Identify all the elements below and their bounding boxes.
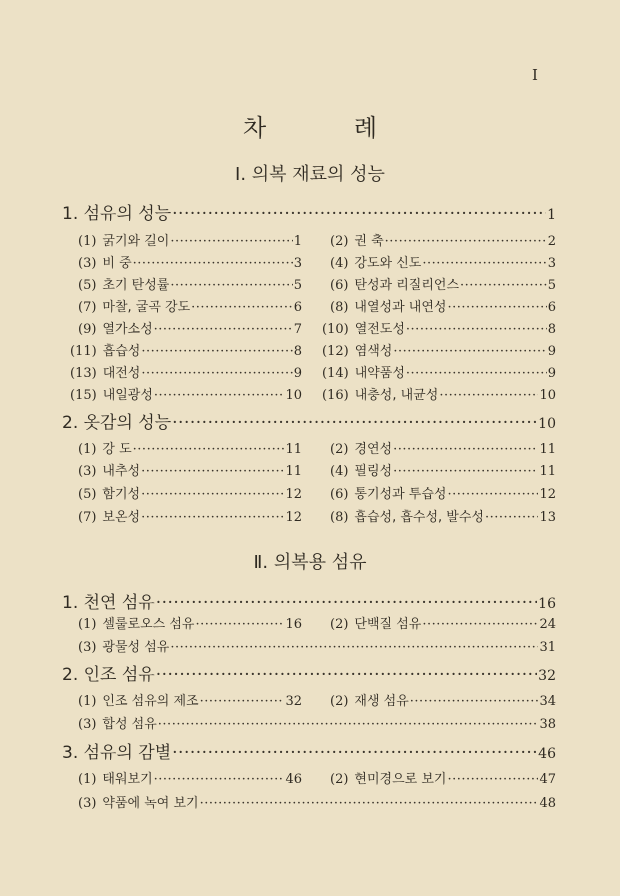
item-label: 권 축 — [354, 234, 384, 249]
item-page: 46 — [285, 772, 302, 787]
leader-dots — [170, 640, 538, 655]
toc-item[interactable] — [78, 792, 556, 811]
leader-dots — [141, 464, 284, 479]
section-label: 1. 천연 섬유 — [62, 593, 155, 613]
leader-dots — [172, 204, 546, 224]
toc-section[interactable] — [62, 738, 556, 763]
item-page: 10 — [539, 388, 556, 403]
item-label: 인조 섬유의 제조 — [102, 694, 199, 709]
item-label: 탄성과 리질리언스 — [354, 278, 460, 293]
leader-dots — [447, 300, 546, 315]
leader-dots — [156, 593, 537, 613]
section-page: 1 — [547, 207, 556, 223]
item-page: 38 — [539, 717, 556, 732]
leader-dots — [485, 510, 538, 525]
item-number: (3) — [78, 640, 97, 655]
toc-item[interactable] — [70, 340, 302, 359]
toc-item[interactable] — [78, 318, 302, 337]
item-number: (2) — [330, 694, 349, 709]
leader-dots — [154, 322, 293, 337]
item-page: 11 — [285, 464, 302, 479]
item-page: 13 — [539, 510, 556, 525]
leader-dots — [447, 487, 538, 502]
item-label: 통기성과 투습성 — [354, 487, 447, 502]
item-label: 경연성 — [354, 442, 393, 457]
item-label: 보온성 — [102, 510, 141, 525]
item-page: 7 — [293, 322, 302, 337]
section-label: 3. 섬유의 감별 — [62, 743, 172, 763]
toc-item[interactable] — [330, 252, 556, 271]
item-number: (8) — [330, 300, 349, 315]
item-label: 마찰, 굴곡 강도 — [102, 300, 191, 315]
toc-item[interactable] — [330, 768, 556, 787]
item-number: (1) — [78, 234, 97, 249]
item-number: (3) — [78, 464, 97, 479]
item-number: (4) — [330, 464, 349, 479]
leader-dots — [133, 256, 293, 271]
section-page: 32 — [538, 668, 556, 684]
item-label: 합성 섬유 — [102, 717, 157, 732]
leader-dots — [439, 388, 538, 403]
item-number: (1) — [78, 694, 97, 709]
leader-dots — [172, 413, 537, 433]
item-number: (4) — [330, 256, 349, 271]
toc-item[interactable] — [78, 636, 556, 655]
section-label: 2. 옷감의 성능 — [62, 413, 172, 433]
leader-dots — [422, 617, 538, 632]
part-heading: Ⅰ. 의복 재료의 성능 — [235, 164, 385, 185]
item-label: 셀룰로오스 섬유 — [102, 617, 195, 632]
item-number: (10) — [322, 322, 349, 337]
toc-item[interactable] — [78, 506, 302, 525]
item-page: 10 — [285, 388, 302, 403]
leader-dots — [191, 300, 293, 315]
item-label: 비 중 — [102, 256, 132, 271]
item-number: (1) — [78, 772, 97, 787]
leader-dots — [422, 256, 546, 271]
toc-section[interactable] — [62, 660, 556, 685]
item-label: 태워보기 — [102, 772, 153, 787]
item-page: 12 — [285, 487, 302, 502]
item-number: (7) — [78, 510, 97, 525]
leader-dots — [393, 344, 546, 359]
item-page: 16 — [285, 617, 302, 632]
item-number: (14) — [322, 366, 349, 381]
toc-item[interactable] — [78, 296, 302, 315]
leader-dots — [195, 617, 284, 632]
item-number: (13) — [70, 366, 97, 381]
toc-item[interactable] — [322, 384, 556, 403]
toc-item[interactable] — [330, 613, 556, 632]
leader-dots — [141, 366, 292, 381]
item-number: (6) — [330, 278, 349, 293]
leader-dots — [154, 772, 285, 787]
item-page: 11 — [539, 442, 556, 457]
item-label: 재생 섬유 — [354, 694, 409, 709]
item-page: 8 — [293, 344, 302, 359]
leader-dots — [141, 487, 284, 502]
leader-dots — [170, 278, 292, 293]
item-number: (11) — [70, 344, 97, 359]
item-page: 12 — [539, 487, 556, 502]
item-label: 함기성 — [102, 487, 141, 502]
item-label: 내열성과 내연성 — [354, 300, 447, 315]
item-number: (3) — [78, 796, 97, 811]
item-label: 대전성 — [102, 366, 141, 381]
leader-dots — [393, 442, 538, 457]
item-label: 흡습성, 흡수성, 발수성 — [354, 510, 484, 525]
item-number: (15) — [70, 388, 97, 403]
section-label: 2. 인조 섬유 — [62, 665, 155, 685]
item-page: 8 — [547, 322, 556, 337]
leader-dots — [460, 278, 547, 293]
section-page: 10 — [538, 416, 556, 432]
item-number: (1) — [78, 617, 97, 632]
item-label: 흡습성 — [102, 344, 141, 359]
toc-item[interactable] — [78, 274, 302, 293]
section-page: 46 — [538, 746, 556, 762]
item-number: (2) — [330, 234, 349, 249]
item-label: 약품에 녹여 보기 — [102, 796, 199, 811]
toc-item[interactable] — [70, 384, 302, 403]
toc-item[interactable] — [78, 460, 302, 479]
page-title: 차 례 — [243, 114, 417, 142]
item-label: 필링성 — [354, 464, 393, 479]
item-number: (12) — [322, 344, 349, 359]
leader-dots — [385, 234, 547, 249]
item-page: 2 — [547, 234, 556, 249]
item-number: (5) — [78, 278, 97, 293]
item-page: 9 — [293, 366, 302, 381]
item-label: 내충성, 내균성 — [354, 388, 439, 403]
leader-dots — [447, 772, 538, 787]
item-number: (6) — [330, 487, 349, 502]
item-number: (16) — [322, 388, 349, 403]
item-label: 염색성 — [354, 344, 393, 359]
item-page: 5 — [547, 278, 556, 293]
toc-section[interactable] — [62, 408, 556, 433]
item-page: 34 — [539, 694, 556, 709]
item-number: (2) — [330, 617, 349, 632]
part-heading: Ⅱ. 의복용 섬유 — [253, 552, 367, 573]
item-page: 31 — [539, 640, 556, 655]
toc-item[interactable] — [322, 340, 556, 359]
item-page: 32 — [285, 694, 302, 709]
leader-dots — [154, 388, 285, 403]
item-page: 5 — [293, 278, 302, 293]
leader-dots — [172, 743, 537, 763]
item-number: (5) — [78, 487, 97, 502]
item-page: 6 — [293, 300, 302, 315]
toc-item[interactable] — [78, 613, 302, 632]
item-number: (2) — [330, 442, 349, 457]
toc-item[interactable] — [322, 362, 556, 381]
item-label: 열가소성 — [102, 322, 153, 337]
item-page: 48 — [539, 796, 556, 811]
leader-dots — [406, 366, 547, 381]
item-label: 내일광성 — [102, 388, 153, 403]
toc-item[interactable] — [78, 483, 302, 502]
item-label: 굵기와 길이 — [102, 234, 170, 249]
item-number: (3) — [78, 256, 97, 271]
item-label: 단백질 섬유 — [354, 617, 422, 632]
toc-item[interactable] — [70, 362, 302, 381]
toc-item[interactable] — [78, 252, 302, 271]
item-label: 현미경으로 보기 — [354, 772, 447, 787]
leader-dots — [200, 694, 285, 709]
item-label: 강도와 신도 — [354, 256, 422, 271]
item-label: 내약품성 — [354, 366, 405, 381]
item-page: 3 — [547, 256, 556, 271]
toc-item[interactable] — [330, 483, 556, 502]
item-label: 내추성 — [102, 464, 141, 479]
leader-dots — [133, 442, 285, 457]
toc-item[interactable] — [330, 690, 556, 709]
leader-dots — [170, 234, 292, 249]
leader-dots — [141, 344, 292, 359]
item-page: 24 — [539, 617, 556, 632]
item-number: (1) — [78, 442, 97, 457]
item-page: 11 — [285, 442, 302, 457]
leader-dots — [156, 665, 537, 685]
toc-item[interactable] — [330, 274, 556, 293]
leader-dots — [200, 796, 539, 811]
item-label: 초기 탄성률 — [102, 278, 170, 293]
item-number: (3) — [78, 717, 97, 732]
leader-dots — [393, 464, 538, 479]
item-page: 12 — [285, 510, 302, 525]
item-number: (9) — [78, 322, 97, 337]
leader-dots — [158, 717, 539, 732]
toc-item[interactable] — [78, 438, 302, 457]
item-page: 9 — [547, 344, 556, 359]
toc-item[interactable] — [330, 438, 556, 457]
item-label: 열전도성 — [354, 322, 405, 337]
toc-item[interactable] — [78, 768, 302, 787]
leader-dots — [410, 694, 539, 709]
toc-section[interactable] — [62, 199, 556, 224]
toc-item[interactable] — [330, 506, 556, 525]
leader-dots — [406, 322, 547, 337]
toc-item[interactable] — [78, 690, 302, 709]
toc-item[interactable] — [78, 230, 302, 249]
toc-item[interactable] — [330, 460, 556, 479]
leader-dots — [141, 510, 284, 525]
item-page: 3 — [293, 256, 302, 271]
item-page: 47 — [539, 772, 556, 787]
item-page: 6 — [547, 300, 556, 315]
toc-section[interactable] — [62, 588, 556, 613]
toc-item[interactable] — [330, 296, 556, 315]
item-label: 광물성 섬유 — [102, 640, 170, 655]
toc-item[interactable] — [330, 230, 556, 249]
item-page: 11 — [539, 464, 556, 479]
section-label: 1. 섬유의 성능 — [62, 204, 172, 224]
item-number: (2) — [330, 772, 349, 787]
section-page: 16 — [538, 596, 556, 612]
toc-item[interactable] — [322, 318, 556, 337]
page-number: I — [532, 66, 538, 84]
item-number: (8) — [330, 510, 349, 525]
item-number: (7) — [78, 300, 97, 315]
toc-item[interactable] — [78, 713, 556, 732]
item-page: 9 — [547, 366, 556, 381]
item-label: 강 도 — [102, 442, 132, 457]
item-page: 1 — [293, 234, 302, 249]
